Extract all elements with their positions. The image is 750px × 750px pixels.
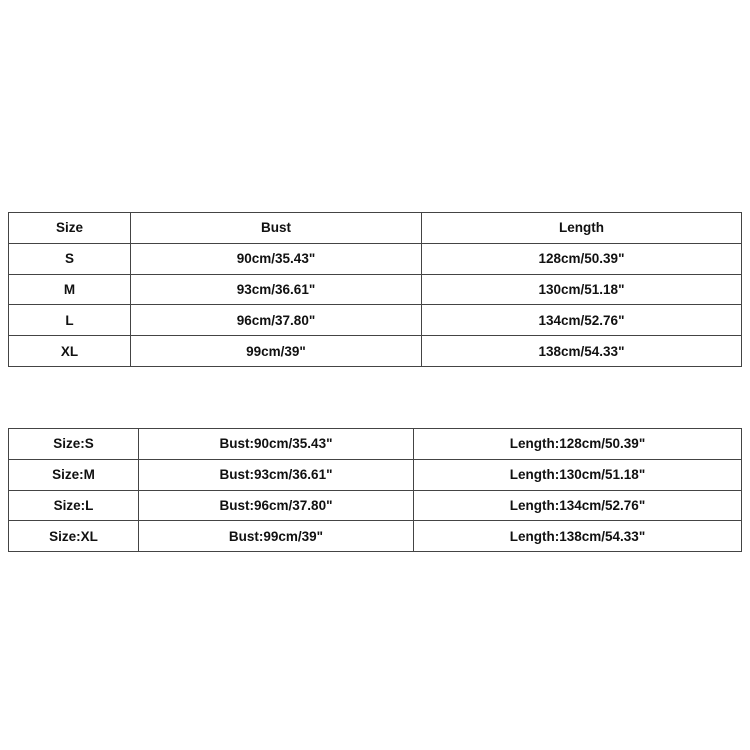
length-cell: Length:128cm/50.39" xyxy=(414,429,742,460)
length-cell: Length:138cm/54.33" xyxy=(414,521,742,552)
header-length: Length xyxy=(422,213,742,244)
bust-cell: 96cm/37.80" xyxy=(131,305,422,336)
size-cell: S xyxy=(9,243,131,274)
size-chart-table-labeled xyxy=(8,428,742,552)
size-cell: XL xyxy=(9,336,131,367)
bust-cell: 90cm/35.43" xyxy=(131,243,422,274)
header-bust: Bust xyxy=(131,213,422,244)
table-row xyxy=(9,490,742,521)
size-cell: Size:L xyxy=(9,490,139,521)
length-cell: 134cm/52.76" xyxy=(422,305,742,336)
size-cell: M xyxy=(9,274,131,305)
length-cell: 138cm/54.33" xyxy=(422,336,742,367)
length-cell: 128cm/50.39" xyxy=(422,243,742,274)
bust-cell: Bust:99cm/39" xyxy=(139,521,414,552)
size-cell: Size:S xyxy=(9,429,139,460)
size-cell: Size:M xyxy=(9,459,139,490)
size-cell: L xyxy=(9,305,131,336)
table-row xyxy=(9,243,742,274)
header-size: Size xyxy=(9,213,131,244)
size-chart-table-headed xyxy=(8,212,742,367)
bust-cell: Bust:96cm/37.80" xyxy=(139,490,414,521)
table-row xyxy=(9,305,742,336)
length-cell: Length:130cm/51.18" xyxy=(414,459,742,490)
table-row xyxy=(9,459,742,490)
bust-cell: Bust:93cm/36.61" xyxy=(139,459,414,490)
length-cell: Length:134cm/52.76" xyxy=(414,490,742,521)
bust-cell: 99cm/39" xyxy=(131,336,422,367)
bust-cell: 93cm/36.61" xyxy=(131,274,422,305)
size-cell: Size:XL xyxy=(9,521,139,552)
table-row xyxy=(9,274,742,305)
table-row xyxy=(9,521,742,552)
bust-cell: Bust:90cm/35.43" xyxy=(139,429,414,460)
length-cell: 130cm/51.18" xyxy=(422,274,742,305)
table-row xyxy=(9,336,742,367)
table-row xyxy=(9,429,742,460)
table-header-row xyxy=(9,213,742,244)
